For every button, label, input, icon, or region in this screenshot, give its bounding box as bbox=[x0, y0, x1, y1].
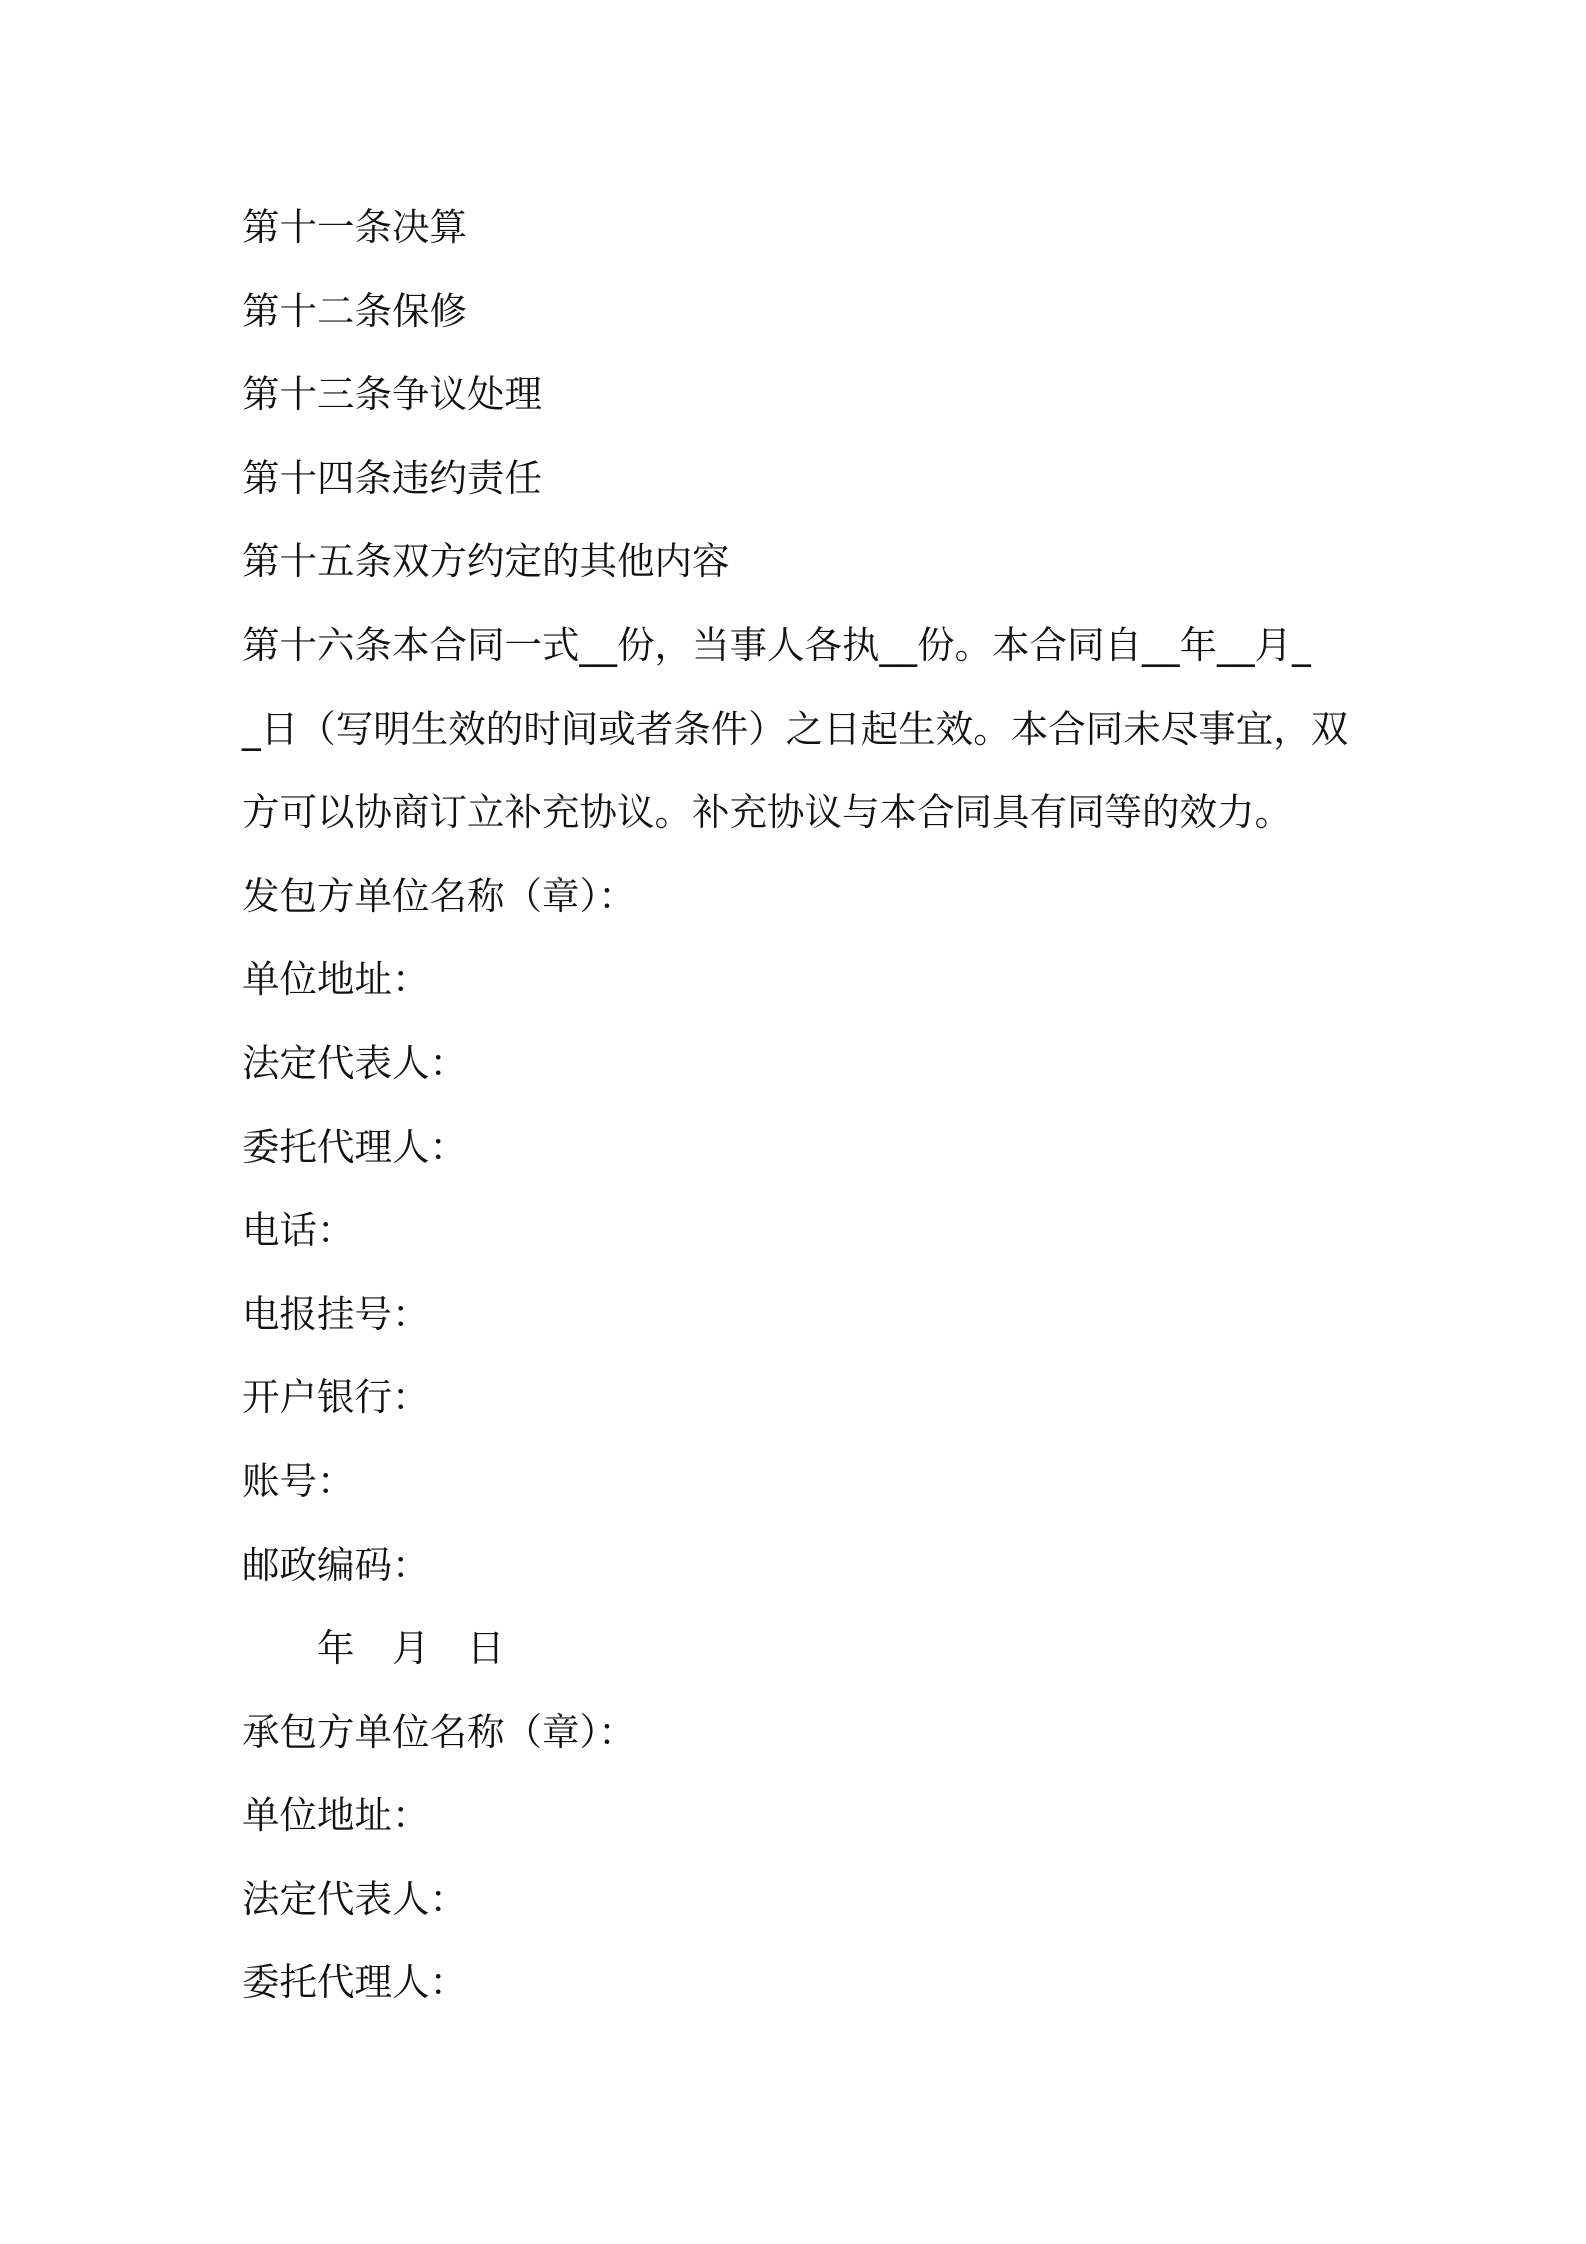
article-11-settlement: 第十一条决算 bbox=[242, 205, 467, 249]
employer-date-line bbox=[242, 1607, 1586, 1691]
employer-postcode-label: 邮政编码： bbox=[242, 1542, 430, 1587]
employer-telegraph-label: 电报挂号： bbox=[242, 1291, 430, 1336]
article-16-line: 方可以协商订立补充协议。补充协议与本合同具有同等的效力。 bbox=[242, 790, 1292, 835]
article-16-line: _日（写明生效的时间或者条件）之日起生效。本合同未尽事宜，双 bbox=[242, 706, 1349, 751]
contractor-legal-rep-label: 法定代表人： bbox=[242, 1876, 467, 1921]
article-15-other-agreements: 第十五条双方约定的其他内容 bbox=[242, 539, 730, 584]
article-14-breach-liability: 第十四条违约责任 bbox=[242, 455, 542, 500]
date-year-label: 年 bbox=[317, 1626, 355, 1671]
employer-phone-label: 电话： bbox=[242, 1208, 355, 1253]
employer-agent-label: 委托代理人： bbox=[242, 1124, 467, 1169]
employer-legal-rep-label: 法定代表人： bbox=[242, 1040, 467, 1085]
employer-bank-label: 开户银行： bbox=[242, 1375, 430, 1420]
contractor-address-label: 单位地址： bbox=[242, 1793, 430, 1838]
contractor-agent-label: 委托代理人： bbox=[242, 1960, 467, 2005]
employer-name-label: 发包方单位名称（章）： bbox=[242, 873, 636, 918]
article-12-warranty: 第十二条保修 bbox=[242, 288, 467, 333]
contractor-signature-block bbox=[242, 1691, 1586, 2025]
employer-address-label: 单位地址： bbox=[242, 957, 430, 1002]
contractor-name-label: 承包方单位名称（章）： bbox=[242, 1709, 636, 1754]
employer-signature-block bbox=[242, 855, 1586, 1691]
article-16-line: 第十六条本合同一式__份，当事人各执__份。本合同自__年__月_ bbox=[242, 622, 1311, 667]
date-month-label: 月 bbox=[392, 1626, 430, 1671]
article-16-paragraph bbox=[242, 604, 1586, 855]
article-13-dispute-resolution: 第十三条争议处理 bbox=[242, 372, 542, 417]
date-day-label: 日 bbox=[467, 1626, 505, 1671]
employer-account-label: 账号： bbox=[242, 1458, 355, 1503]
